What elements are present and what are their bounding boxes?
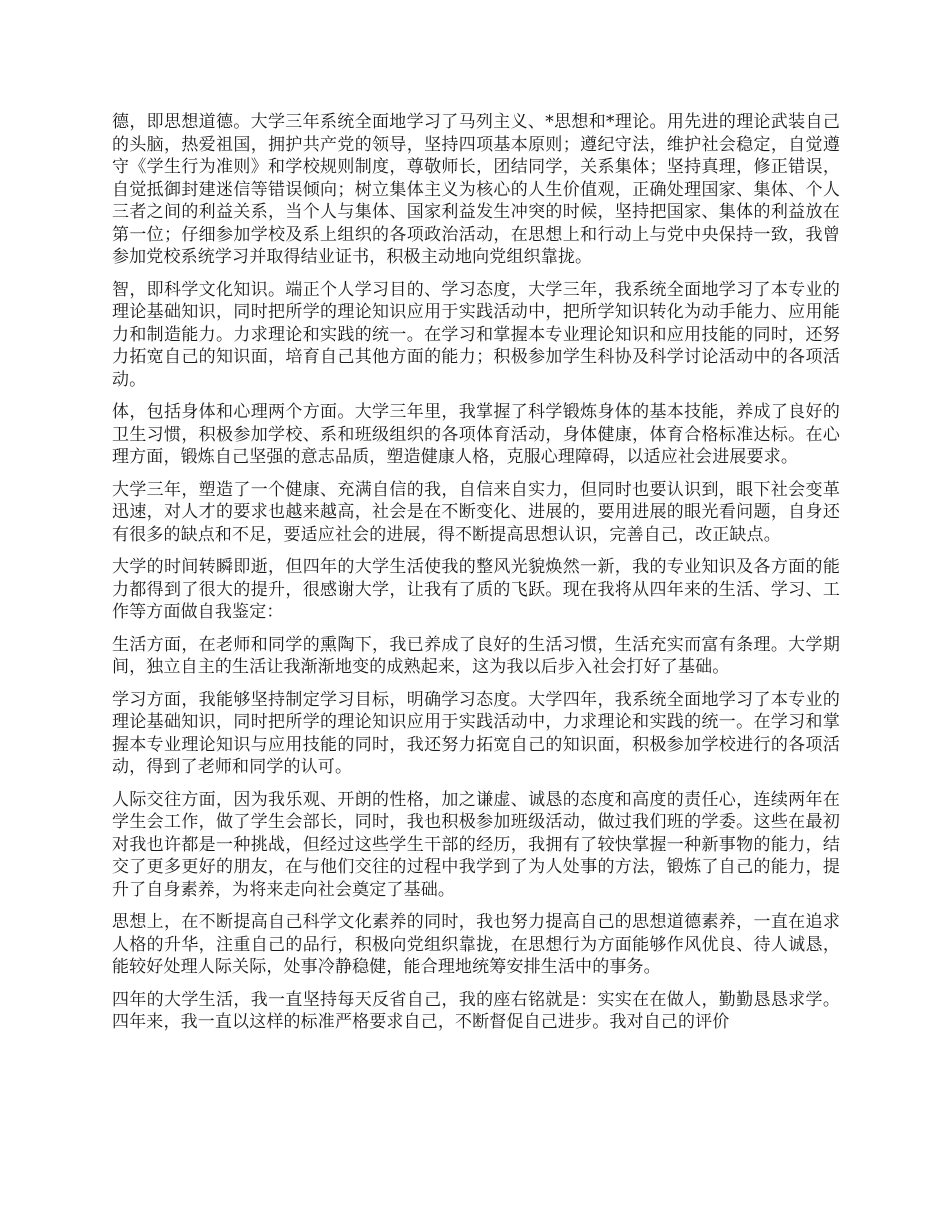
document-body	[112, 111, 840, 1044]
paragraph-three-years-summary: 大学三年，塑造了一个健康、充满自信的我，自信来自实力，但同时也要认识到，眼下社会变革迅速，对人才的要求也越来越高，社会是在不断变化、进展的，要用进展的眼光看问题，自身还有很多的缺点和不足，要适应社会的进展，得不断提高思想认识，完善自己，改正缺点。	[112, 479, 840, 545]
paragraph-moral: 德，即思想道德。大学三年系统全面地学习了马列主义、*思想和*理论。用先进的理论武装自己的头脑，热爱祖国，拥护共产党的领导，坚持四项基本原则；遵纪守法，维护社会稳定，自觉遵守《学生行为准则》和学校规则制度，尊敬师长，团结同学，关系集体；坚持真理，修正错误，自觉抵御封建迷信等错误倾向；树立集体主义为核心的人生价值观，正确处理国家、集体、个人三者之间的利益关系，当个人与集体、国家利益发生冲突的时候，坚持把国家、集体的利益放在第一位；仔细参加学校及系上组织的各项政治活动，在思想上和行动上与党中央保持一致，我曾参加党校系统学习并取得结业证书，积极主动地向党组织靠拢。	[112, 112, 840, 267]
paragraph-study: 学习方面，我能够坚持制定学习目标，明确学习态度。大学四年，我系统全面地学习了本专业的理论基础知识，同时把所学的理论知识应用于实践活动中，力求理论和实践的统一。在学习和掌握本专业理论知识与应用技能的同时，我还努力拓宽自己的知识面，积极参加学校进行的各项活动，得到了老师和同学的认可。	[112, 689, 840, 777]
paragraph-physical: 体，包括身体和心理两个方面。大学三年里，我掌握了科学锻炼身体的基本技能，养成了良好的卫生习惯，积极参加学校、系和班级组织的各项体育活动，身体健康，体育合格标准达标。在心理方面，锻炼自己坚强的意志品质，塑造健康人格，克服心理障碍，以适应社会进展要求。	[112, 402, 840, 467]
paragraph-social: 人际交往方面，因为我乐观、开朗的性格，加之谦虚、诚恳的态度和高度的责任心，连续两年在学生会工作，做了学生会部长，同时，我也积极参加班级活动，做过我们班的学委。这些在最初对我也许都是一种挑战，但经过这些学生干部的经历，我拥有了较快掌握一种新事物的能力，结交了更多更好的朋友，在与他们交往的过程中我学到了为人处事的方法，锻炼了自己的能力，提升了自身素养，为将来走向社会奠定了基础。	[112, 789, 840, 900]
paragraph-knowledge: 智，即科学文化知识。端正个人学习目的、学习态度，大学三年，我系统全面地学习了本专业的理论基础知识，同时把所学的理论知识应用于实践活动中，把所学知识转化为动手能力、应用能力和制造能力。力求理论和实践的统一。在学习和掌握本专业理论知识和应用技能的同时，还努力拓宽自己的知识面，培育自己其他方面的能力；积极参加学生科协及科学讨论活动中的各项活动。	[112, 279, 840, 390]
paragraph-self-evaluation: 四年的大学生活，我一直坚持每天反省自己，我的座右铭就是：实实在在做人，勤勤恳恳求学。四年来，我一直以这样的标准严格要求自己，不断督促自己进步。我对自己的评价	[112, 989, 840, 1032]
paragraph-life: 生活方面，在老师和同学的熏陶下，我已养成了良好的生活习惯，生活充实而富有条理。大学期间，独立自主的生活让我渐渐地变的成熟起来，这为我以后步入社会打好了基础。	[112, 634, 840, 677]
paragraph-ideology: 思想上，在不断提高自己科学文化素养的同时，我也努力提高自己的思想道德素养，一直在追求人格的升华，注重自己的品行，积极向党组织靠拢，在思想行为方面能够作风优良、待人诚恳，能较好处理人际关际，处事冷静稳健，能合理地统筹安排生活中的事务。	[112, 912, 840, 977]
paragraph-four-years-intro: 大学的时间转瞬即逝，但四年的大学生活使我的整风光貌焕然一新，我的专业知识及各方面的能力都得到了很大的提升，很感谢大学，让我有了质的飞跃。现在我将从四年来的生活、学习、工作等方面做自我鉴定：	[112, 557, 840, 622]
